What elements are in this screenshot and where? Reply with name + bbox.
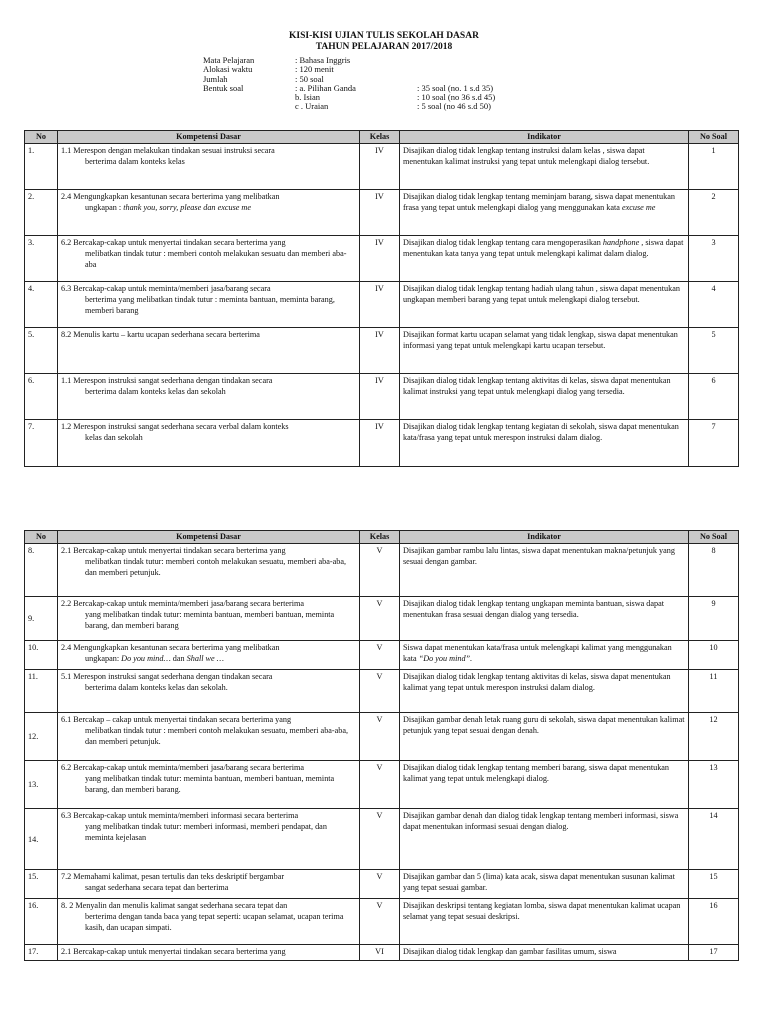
competency-table-1: [24, 130, 739, 467]
question-number: 11: [689, 670, 739, 713]
table-row: [25, 641, 739, 670]
competency-cell: 7.2 Memahami kalimat, pesan tertulis dan teks deskriptif bergambar sangat sederhana secara tepat dan berterima: [58, 870, 360, 899]
indicator-cell: Disajikan gambar rambu lalu lintas, siswa dapat menentukan makna/petunjuk yang sesuai dengan gambar.: [400, 544, 689, 597]
competency-table-2: [24, 530, 739, 961]
meta-row: b. Isian : 10 soal (no 36 s.d 45): [295, 92, 496, 103]
meta-row: Mata Pelajaran : Bahasa Inggris: [203, 55, 351, 65]
meta-row: c . Uraian : 5 soal (no 46 s.d 50): [295, 101, 491, 112]
column-header: Indikator: [400, 531, 689, 544]
grade-cell: IV: [360, 420, 400, 467]
indicator-cell: Disajikan dialog tidak lengkap tentang cara mengoperasikan handphone , siswa dapat menentukan kata tanya yang tepat untuk melengkapi kalimat dalam dialog.: [400, 236, 689, 282]
exam-meta: [203, 56, 495, 112]
question-number: 13: [689, 761, 739, 809]
grade-cell: V: [360, 809, 400, 870]
table-header-row: [25, 131, 739, 144]
row-number: 14.: [25, 809, 58, 870]
column-header: Kompetensi Dasar: [58, 531, 360, 544]
competency-cell: 6.2 Bercakap-cakap untuk menyertai tindakan secara berterima yang melibatkan tindak tutur : memberi contoh melakukan sesuatu dan memberi aba-aba: [58, 236, 360, 282]
indicator-cell: Disajikan dialog tidak lengkap tentang aktivitas di kelas, siswa dapat menentukan kalimat instruksi yang tepat untuk melengkapi dialog yang tersedia.: [400, 374, 689, 420]
competency-cell: 6.3 Bercakap-cakap untuk meminta/memberi jasa/barang secara berterima yang melibatkan tindak tutur : meminta bantuan, meminta barang, memberi barang: [58, 282, 360, 328]
question-number: 1: [689, 144, 739, 190]
grade-cell: IV: [360, 236, 400, 282]
table-row: [25, 236, 739, 282]
indicator-cell: Disajikan gambar dan 5 (lima) kata acak, siswa dapat menentukan susunan kalimat yang tepat sesuai gambar.: [400, 870, 689, 899]
indicator-cell: Disajikan dialog tidak lengkap tentang meminjam barang, siswa dapat menentukan frasa yang tepat untuk melengkapi dialog yang menggunakan kata excuse me: [400, 190, 689, 236]
indicator-cell: Disajikan dialog tidak lengkap tentang ungkapan meminta bantuan, siswa dapat menentukan frasa sesuai dengan dialog yang tersedia.: [400, 597, 689, 641]
competency-cell: 1.2 Merespon instruksi sangat sederhana secara verbal dalam konteks kelas dan sekolah: [58, 420, 360, 467]
table-row: [25, 899, 739, 945]
competency-cell: 5.1 Merespon instruksi sangat sederhana dengan tindakan secara berterima dalam konteks kelas dan sekolah.: [58, 670, 360, 713]
question-number: 9: [689, 597, 739, 641]
question-number: 4: [689, 282, 739, 328]
grade-cell: V: [360, 670, 400, 713]
column-header: No Soal: [689, 131, 739, 144]
grade-cell: V: [360, 899, 400, 945]
question-number: 16: [689, 899, 739, 945]
competency-cell: 6.3 Bercakap-cakap untuk meminta/memberi informasi secara berterima yang melibatkan tindak tutur: memberi informasi, memberi pendapat, dan meminta kejelasan: [58, 809, 360, 870]
table-header-row: [25, 531, 739, 544]
column-header: No: [25, 531, 58, 544]
row-number: 10.: [25, 641, 58, 670]
column-header: Kelas: [360, 131, 400, 144]
competency-cell: 2.2 Bercakap-cakap untuk meminta/memberi jasa/barang secara berterima yang melibatkan tindak tutur: meminta bantuan, memberi bantuan, meminta barang, dan memberi barang: [58, 597, 360, 641]
row-number: 3.: [25, 236, 58, 282]
document-title: KISI-KISI UJIAN TULIS SEKOLAH DASAR: [289, 31, 479, 41]
competency-cell: 8. 2 Menyalin dan menulis kalimat sangat sederhana secara tepat dan berterima dengan tanda baca yang tepat seperti: ucapan selamat, ucapan terima kasih, dan ucapan simpati.: [58, 899, 360, 945]
table-row: [25, 282, 739, 328]
question-number: 10: [689, 641, 739, 670]
question-number: 2: [689, 190, 739, 236]
indicator-cell: Siswa dapat menentukan kata/frasa untuk melengkapi kalimat yang menggunakan kata “Do you mind”.: [400, 641, 689, 670]
row-number: 17.: [25, 945, 58, 961]
row-number: 6.: [25, 374, 58, 420]
competency-cell: 8.2 Menulis kartu – kartu ucapan sederhana secara berterima: [58, 328, 360, 374]
indicator-cell: Disajikan dialog tidak lengkap tentang kegiatan di sekolah, siswa dapat menentukan kata/frasa yang tepat untuk merespon instruksi dalam dialog.: [400, 420, 689, 467]
grade-cell: V: [360, 597, 400, 641]
row-number: 7.: [25, 420, 58, 467]
grade-cell: IV: [360, 374, 400, 420]
table-row: [25, 945, 739, 961]
indicator-cell: Disajikan dialog tidak lengkap tentang memberi barang, siswa dapat menentukan kalimat yang tepat untuk melengkapi dialog.: [400, 761, 689, 809]
question-number: 15: [689, 870, 739, 899]
question-number: 12: [689, 713, 739, 761]
grade-cell: IV: [360, 282, 400, 328]
competency-cell: 1.1 Merespon instruksi sangat sederhana dengan tindakan secara berterima dalam konteks kelas dan sekolah: [58, 374, 360, 420]
column-header: No Soal: [689, 531, 739, 544]
column-header: Kelas: [360, 531, 400, 544]
indicator-cell: Disajikan dialog tidak lengkap tentang aktivitas di kelas, siswa dapat menentukan kalimat yang tepat untuk merespon instruksi dalam dialog.: [400, 670, 689, 713]
table-row: [25, 761, 739, 809]
column-header: Kompetensi Dasar: [58, 131, 360, 144]
question-number: 8: [689, 544, 739, 597]
competency-cell: 2.1 Bercakap-cakap untuk menyertai tindakan secara berterima yang: [58, 945, 360, 961]
competency-cell: 6.2 Bercakap-cakap untuk meminta/memberi jasa/barang secara berterima yang melibatkan tindak tutur: meminta bantuan, memberi bantuan, meminta barang, dan memberi barang.: [58, 761, 360, 809]
table-row: [25, 809, 739, 870]
indicator-cell: Disajikan dialog tidak lengkap dan gambar fasilitas umum, siswa: [400, 945, 689, 961]
grade-cell: V: [360, 761, 400, 809]
grade-cell: IV: [360, 144, 400, 190]
row-number: 11.: [25, 670, 58, 713]
grade-cell: IV: [360, 190, 400, 236]
row-number: 4.: [25, 282, 58, 328]
table-row: [25, 374, 739, 420]
question-number: 17: [689, 945, 739, 961]
row-number: 5.: [25, 328, 58, 374]
competency-cell: 1.1 Merespon dengan melakukan tindakan sesuai instruksi secara berterima dalam konteks kelas: [58, 144, 360, 190]
grade-cell: V: [360, 544, 400, 597]
row-number: 15.: [25, 870, 58, 899]
row-number: 9.: [25, 597, 58, 641]
grade-cell: V: [360, 870, 400, 899]
row-number: 8.: [25, 544, 58, 597]
question-number: 14: [689, 809, 739, 870]
meta-row: Jumlah : 50 soal: [203, 73, 324, 84]
row-number: 1.: [25, 144, 58, 190]
table-row: [25, 544, 739, 597]
competency-cell: 2.4 Mengungkapkan kesantunan secara berterima yang melibatkan ungkapan: Do you mind… dan Shall we …: [58, 641, 360, 670]
table-row: [25, 420, 739, 467]
question-number: 5: [689, 328, 739, 374]
grade-cell: V: [360, 641, 400, 670]
question-number: 6: [689, 374, 739, 420]
table-row: [25, 144, 739, 190]
competency-cell: 2.4 Mengungkapkan kesantunan secara berterima yang melibatkan ungkapan : thank you, sorry, please dan excuse me: [58, 190, 360, 236]
grade-cell: IV: [360, 328, 400, 374]
table-row: [25, 597, 739, 641]
grade-cell: VI: [360, 945, 400, 961]
question-number: 7: [689, 420, 739, 467]
meta-row: Alokasi waktu : 120 menit: [203, 64, 334, 75]
column-header: Indikator: [400, 131, 689, 144]
competency-cell: 6.1 Bercakap – cakap untuk menyertai tindakan secara berterima yang melibatkan tindak tutur : memberi contoh melakukan sesuatu, memberi aba-aba, dan memberi petunjuk.: [58, 713, 360, 761]
indicator-cell: Disajikan format kartu ucapan selamat yang tidak lengkap, siswa dapat menentukan informasi yang tepat untuk melengkapi kartu ucapan tersebut.: [400, 328, 689, 374]
row-number: 13.: [25, 761, 58, 809]
row-number: 12.: [25, 713, 58, 761]
row-number: 16.: [25, 899, 58, 945]
indicator-cell: Disajikan dialog tidak lengkap tentang hadiah ulang tahun , siswa dapat menentukan ungkapan memberi barang yang tepat untuk melengkapi dialog tersebut.: [400, 282, 689, 328]
column-header: No: [25, 131, 58, 144]
table-row: [25, 670, 739, 713]
document-subtitle: TAHUN PELAJARAN 2017/2018: [315, 42, 453, 52]
indicator-cell: Disajikan gambar denah letak ruang guru di sekolah, siswa dapat menentukan kalimat petunjuk yang tepat sesuai dengan denah.: [400, 713, 689, 761]
competency-cell: 2.1 Bercakap-cakap untuk menyertai tindakan secara berterima yang melibatkan tindak tutur: memberi contoh melakukan sesuatu, memberi aba-aba, dan memberi petunjuk.: [58, 544, 360, 597]
indicator-cell: Disajikan deskripsi tentang kegiatan lomba, siswa dapat menentukan kalimat ucapan selamat yang tepat sesuai deskripsi.: [400, 899, 689, 945]
indicator-cell: Disajikan dialog tidak lengkap tentang instruksi dalam kelas , siswa dapat menentukan kalimat instruksi yang tepat untuk melengkapi dialog tersebut.: [400, 144, 689, 190]
table-row: [25, 870, 739, 899]
table-row: [25, 190, 739, 236]
question-number: 3: [689, 236, 739, 282]
indicator-cell: Disajikan gambar denah dan dialog tidak lengkap tentang memberi informasi, siswa dapat menentukan informasi sesuai dengan dialog.: [400, 809, 689, 870]
meta-row: Bentuk soal : a. Pilihan Ganda : 35 soal (no. 1 s.d 35): [203, 82, 494, 93]
grade-cell: V: [360, 713, 400, 761]
table-row: [25, 713, 739, 761]
row-number: 2.: [25, 190, 58, 236]
table-row: [25, 328, 739, 374]
